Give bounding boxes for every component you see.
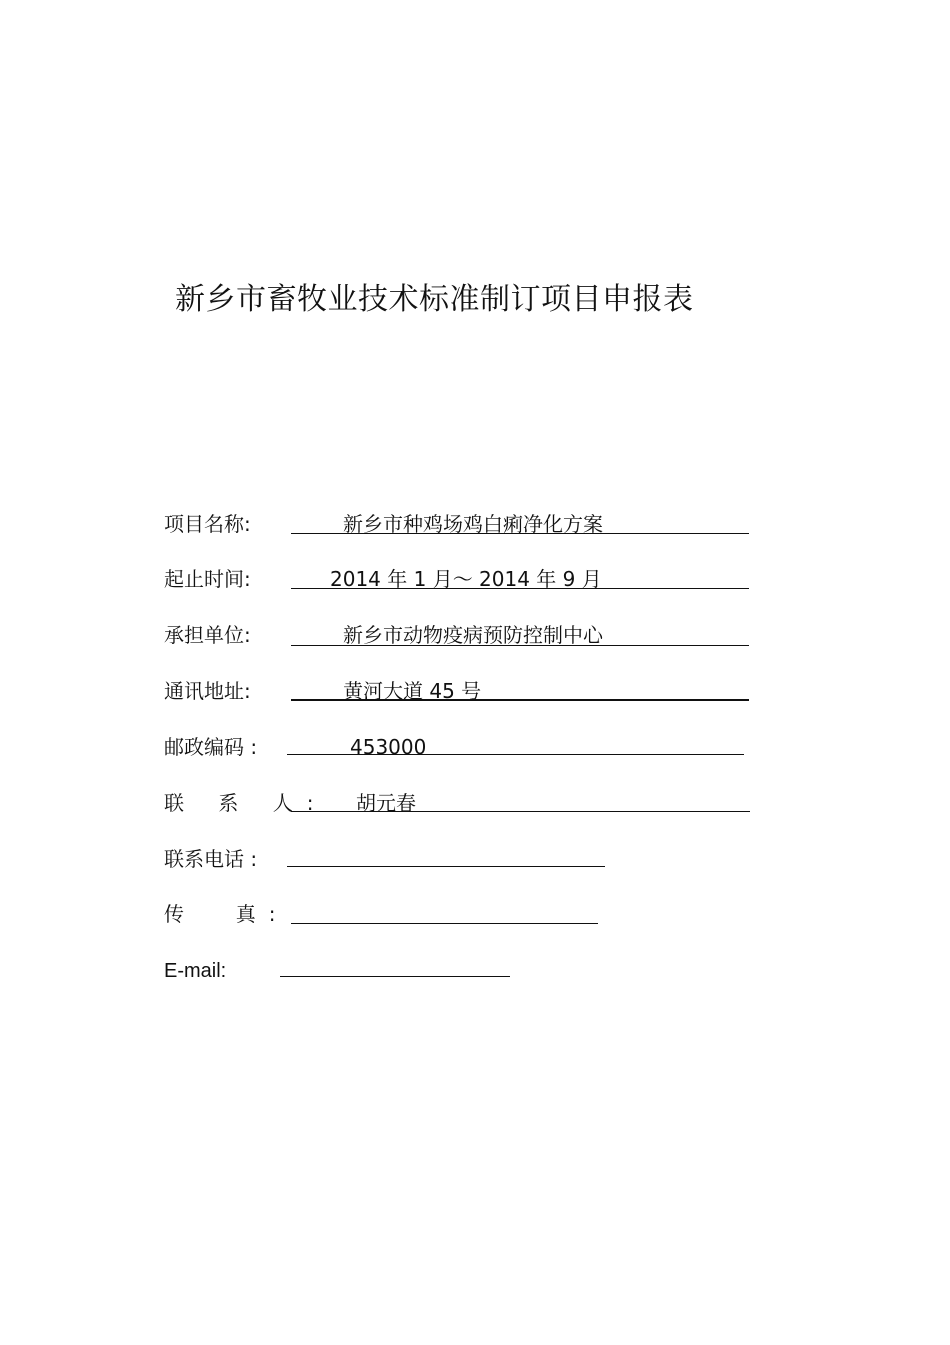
field-value: 胡元春 (356, 791, 416, 815)
field-label: 传 真: (164, 902, 289, 926)
field-value: 2014 年 1 月～ 2014 年 9 月 (330, 567, 602, 591)
field-value: 黄河大道 45 号 (343, 679, 482, 703)
field-label: 邮政编码 : (164, 735, 258, 759)
underline (280, 976, 510, 977)
field-organization (0, 620, 950, 650)
field-label: 联系电话 : (164, 847, 258, 871)
underline (291, 923, 598, 924)
field-fax (0, 899, 950, 929)
field-value: 新乡市种鸡场鸡白痢净化方案 (343, 512, 603, 536)
field-value: 新乡市动物疫病预防控制中心 (343, 623, 603, 647)
field-value: 453000 (350, 735, 427, 759)
field-contact (0, 788, 950, 818)
field-label: 联 系 人: (164, 791, 328, 815)
field-label: 起止时间: (164, 567, 251, 591)
field-period (0, 564, 950, 594)
form-title: 新乡市畜牧业技术标准制订项目申报表 (175, 282, 694, 317)
field-email (0, 956, 950, 986)
field-label: E-mail: (164, 960, 227, 982)
field-label: 承担单位: (164, 623, 251, 647)
field-label: 项目名称: (164, 512, 251, 536)
field-phone (0, 844, 950, 874)
field-postcode (0, 732, 950, 762)
underline (287, 866, 605, 867)
field-address (0, 676, 950, 706)
field-project-name (0, 509, 950, 539)
field-label: 通讯地址: (164, 679, 251, 703)
